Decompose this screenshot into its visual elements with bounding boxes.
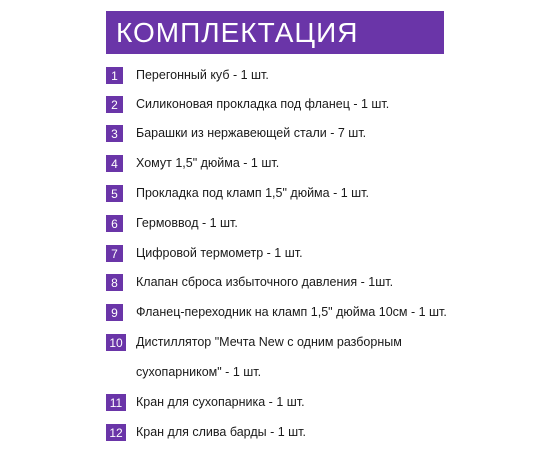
item-text: Фланец-переходник на кламп 1,5" дюйма 10см - 1 шт. — [136, 305, 447, 320]
item-text: Кран для сухопарника - 1 шт. — [136, 395, 305, 410]
item-number-badge: 5 — [106, 185, 123, 202]
item-number-badge: 11 — [106, 394, 126, 411]
item-number-badge: 12 — [106, 424, 126, 441]
item-text-continuation: сухопарником" - 1 шт. — [136, 365, 262, 380]
item-text: Цифровой термометр - 1 шт. — [136, 246, 303, 261]
item-number-badge: 8 — [106, 274, 123, 291]
item-number-badge: 4 — [106, 155, 123, 172]
page-title: КОМПЛЕКТАЦИЯ — [116, 16, 359, 48]
item-text: Дистиллятор "Мечта New с одним разборным — [136, 335, 402, 350]
item-text: Гермоввод - 1 шт. — [136, 216, 238, 231]
item-text: Перегонный куб - 1 шт. — [136, 68, 269, 83]
item-number-badge: 9 — [106, 304, 123, 321]
item-text: Барашки из нержавеющей стали - 7 шт. — [136, 126, 367, 141]
item-text: Хомут 1,5" дюйма - 1 шт. — [136, 156, 280, 171]
item-number-badge: 10 — [106, 334, 126, 351]
item-text: Кран для слива барды - 1 шт. — [136, 425, 306, 440]
item-number-badge: 6 — [106, 215, 123, 232]
item-number-badge: 2 — [106, 96, 123, 113]
item-number-badge: 7 — [106, 245, 123, 262]
contents-list — [106, 0, 526, 450]
item-text: Силиконовая прокладка под фланец - 1 шт. — [136, 97, 390, 112]
item-number-badge: 1 — [106, 67, 123, 84]
item-text: Прокладка под кламп 1,5" дюйма - 1 шт. — [136, 186, 369, 201]
item-text: Клапан сброса избыточного давления - 1шт. — [136, 275, 394, 290]
item-number-badge: 3 — [106, 125, 123, 142]
